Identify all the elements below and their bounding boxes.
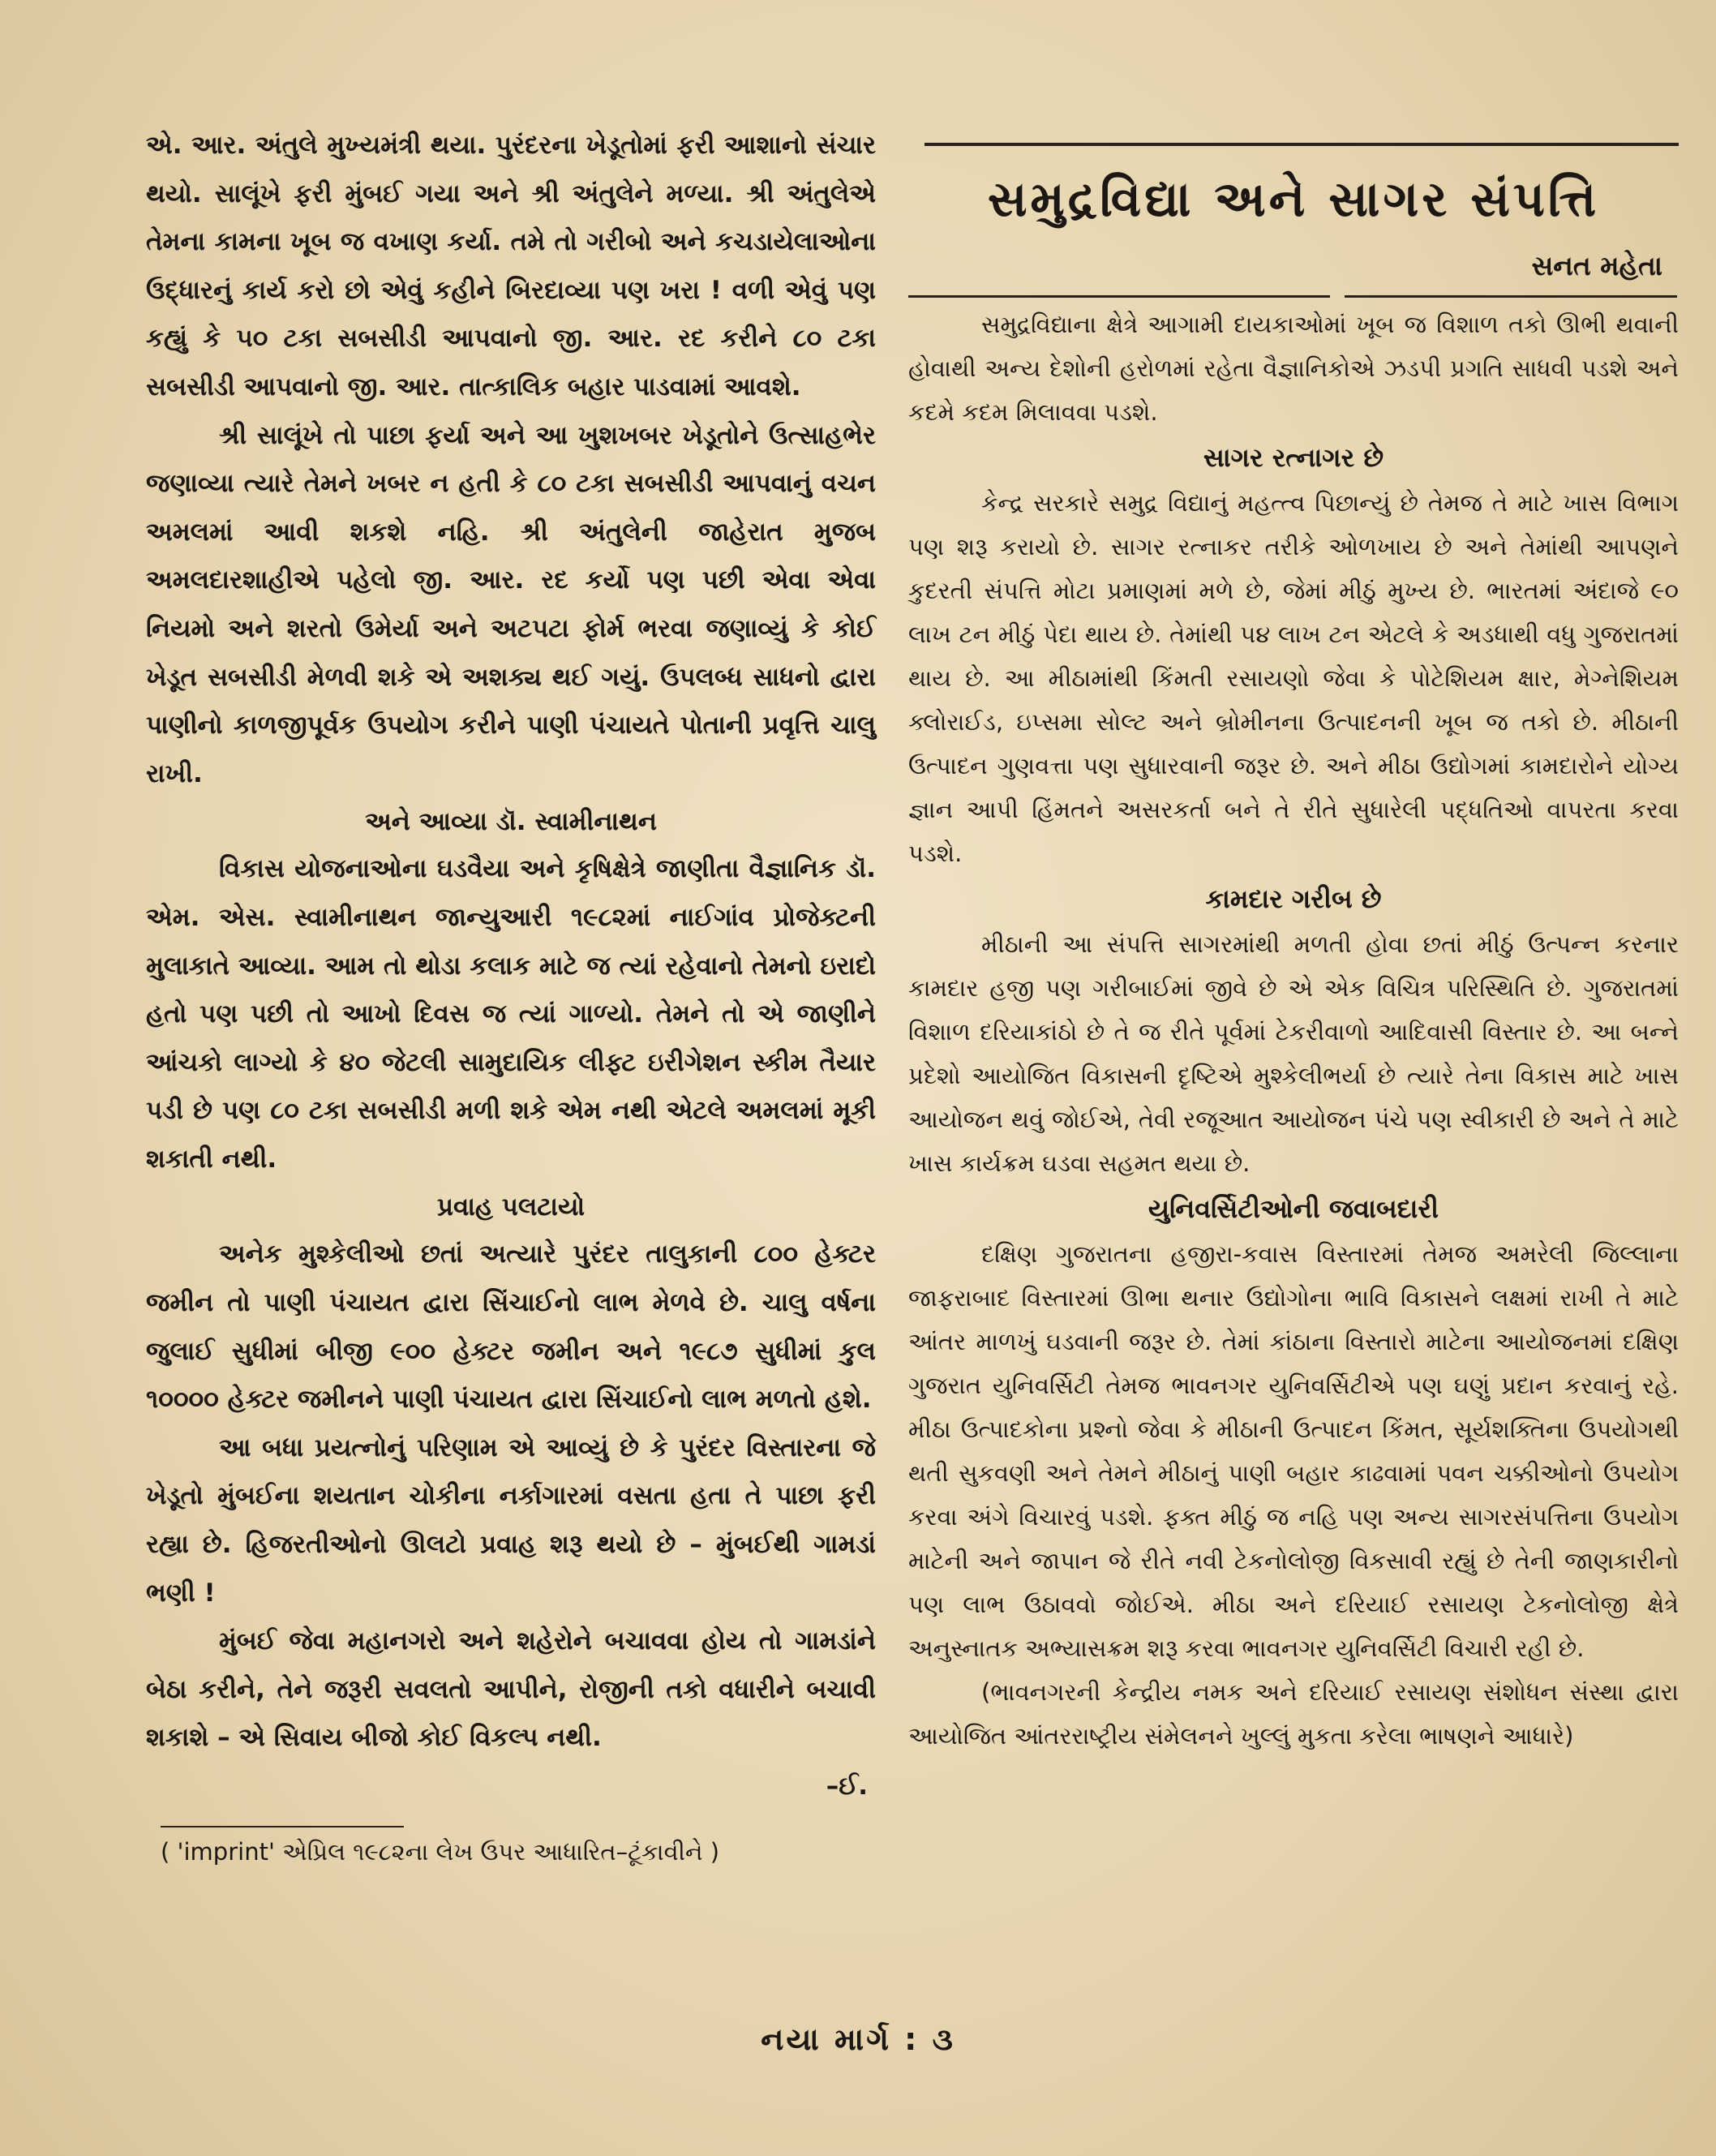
footnote-rule <box>161 1826 404 1827</box>
right-paragraph-3: મીઠાની આ સંપત્તિ સાગરમાંથી મળતી હોવા છતાં મીઠું ઉત્પન્ન કરનાર કામદાર હજી પણ ગરીબાઈમાં જીવે છે એ એક વિચિત્ર પરિસ્થિતિ છે. ગુજરાતમાં વિશાળ દરિયાકાંઠો છે તે જ રીતે પૂર્વમાં ટેકરીવાળો આદિવાસી વિસ્તાર છે. આ બન્ને પ્રદેશો આયોજિત વિકાસની દૃષ્ટિએ મુશ્કેલીભર્યા છે ત્યારે તેના વિકાસ માટે ખાસ આયોજન થવું જોઈએ, તેવી રજૂઆત આયોજન પંચે પણ સ્વીકારી છે અને તે માટે ખાસ કાર્યક્રમ ઘડવા સહમત થયા છે. <box>908 930 1679 1177</box>
left-subheading-2: પ્રવાહ પલટાયો <box>436 1192 586 1222</box>
article-title: સમુદ્રવિદ્યા અને સાગર સંપત્તિ <box>987 171 1600 228</box>
page-number: નયા માર્ગ : ૩ <box>761 2021 955 2057</box>
right-column <box>908 122 1679 1758</box>
right-paragraph-1: સમુદ્રવિદ્યાના ક્ષેત્રે આગામી દાયકાઓમાં ખૂબ જ વિશાળ તકો ઊભી થવાની હોવાથી અન્ય દેશોની હરોળમાં રહેતા વૈજ્ઞાનિકોએ ઝડપી પ્રગતિ સાધવી પડશે અને કદમે કદમ મિલાવવા પડશે. <box>908 311 1679 426</box>
source-note: (ભાવનગરની કેન્દ્રીય નમક અને દરિયાઈ રસાયણ સંશોધન સંસ્થા દ્વારા આયોજિત આંતરરાષ્ટ્રીય સંમેલનને ખુલ્લું મુકતા કરેલા ભાષણને આધારે) <box>908 1678 1679 1750</box>
right-paragraph-2: કેન્દ્ર સરકારે સમુદ્ર વિદ્યાનું મહત્ત્વ પિછાન્યું છે તેમજ તે માટે ખાસ વિભાગ પણ શરૂ કરાયો છે. સાગર રત્નાકર તરીકે ઓળખાય છે અને તેમાંથી આપણને કુદરતી સંપત્તિ મોટા પ્રમાણમાં મળે છે, જેમાં મીઠું મુખ્ય છે. ભારતમાં અંદાજે ૯૦ લાખ ટન મીઠું પેદા થાય છે. તેમાંથી ૫૪ લાખ ટન એટલે કે અડધાથી વધુ ગુજરાતમાં થાય છે. આ મીઠામાંથી કિંમતી રસાયણો જેવા કે પોટેશિયમ ક્ષાર, મેગ્નેશિયમ ક્લોરાઈડ, ઇપ્સમા સોલ્ટ અને બ્રોમીનના ઉત્પાદનની ખૂબ જ તકો છે. મીઠાની ઉત્પાદન ગુણવત્તા પણ સુધારવાની જરૂર છે. અને મીઠા ઉદ્યોગમાં કામદારોને યોગ્ય જ્ઞાન આપી હિંમતને અસરકર્તા બને તે રીતે સુધારેલી પદ્ધતિઓ વાપરતા કરવા પડશે. <box>908 489 1679 867</box>
title-rule <box>924 143 1679 146</box>
left-subheading-1: અને આવ્યા ડૉ. સ્વામીનાથન <box>365 807 657 837</box>
left-paragraph-4: અનેક મુશ્કેલીઓ છતાં અત્યારે પુરંદર તાલુકાની ૮૦૦ હેક્ટર જમીન તો પાણી પંચાયત દ્વારા સિંચાઈનો લાભ મેળવે છે. ચાલુ વર્ષના જુલાઈ સુધીમાં બીજી ૯૦૦ હેક્ટર જમીન અને ૧૯૮૭ સુધીમાં કુલ ૧૦૦૦૦ હેક્ટર જમીનને પાણી પંચાયત દ્વારા સિંચાઈનો લાભ મળતો હશે. <box>146 1239 876 1415</box>
right-subheading-2: કામદાર ગરીબ છે <box>1205 883 1382 914</box>
left-paragraph-1: એ. આર. અંતુલે મુખ્યમંત્રી થયા. પુરંદરના ખેડૂતોમાં ફરી આશાનો સંચાર થયો. સાલૂંખે ફરી મુંબઈ ગયા અને શ્રી અંતુલેને મળ્યા. શ્રી અંતુલેએ તેમના કામના ખૂબ જ વખાણ કર્યા. તમે તો ગરીબો અને કચડાયેલાઓના ઉદ્ધારનું કાર્ય કરો છો એવું કહીને બિરદાવ્યા પણ ખરા ! વળી એવું પણ કહ્યું કે ૫૦ ટકા સબસીડી આપવાનો જી. આર. રદ કરીને ૮૦ ટકા સબસીડી આપવાનો જી. આર. તાત્કાલિક બહાર પાડવામાં આવશે. <box>146 131 876 402</box>
left-column <box>146 122 876 1871</box>
author-rule <box>908 295 1679 298</box>
left-paragraph-6: મુંબઈ જેવા મહાનગરો અને શહેરોને બચાવવા હોય તો ગામડાંને બેઠા કરીને, તેને જરૂરી સવલતો આપીને, રોજીની તકો વધારીને બચાવી શકાશે – એ સિવાય બીજો કોઈ વિકલ્પ નથી. <box>146 1626 876 1753</box>
left-paragraph-5: આ બધા પ્રયત્નોનું પરિણામ એ આવ્યું છે કે પુરંદર વિસ્તારના જે ખેડૂતો મુંબઈના શયતાન ચોકીના નર્કાગારમાં વસતા હતા તે પાછા ફરી રહ્યા છે. હિજરતીઓનો ઊલટો પ્રવાહ શરૂ થયો છે – મુંબઈથી ગામડાં ભણી ! <box>146 1432 876 1608</box>
left-paragraph-3: વિકાસ યોજનાઓના ઘડવૈયા અને કૃષિક્ષેત્રે જાણીતા વૈજ્ઞાનિક ડૉ. એમ. એસ. સ્વામીનાથન જાન્યુઆરી ૧૯૮૨માં નાઈગાંવ પ્રોજેક્ટની મુલાકાતે આવ્યા. આમ તો થોડા કલાક માટે જ ત્યાં રહેવાનો તેમનો ઇરાદો હતો પણ પછી તો આખો દિવસ જ ત્યાં ગાળ્યો. તેમને તો એ જાણીને આંચકો લાગ્યો કે ૪૦ જેટલી સામુદાયિક લીફ્ટ ઇરીગેશન સ્કીમ તૈયાર પડી છે પણ ૮૦ ટકા સબસીડી મળી શકે એમ નથી એટલે અમલમાં મૂકી શકાતી નથી. <box>146 854 876 1174</box>
source-footnote: ( 'imprint' એપ્રિલ ૧૯૮૨ના લેખ ઉપર આધારિત–ટૂંકાવીને ) <box>161 1837 720 1866</box>
right-subheading-3: યુનિવર્સિટીઓની જવાબદારી <box>1148 1193 1439 1224</box>
left-paragraph-2: શ્રી સાલૂંખે તો પાછા ફર્યા અને આ ખુશખબર ખેડૂતોને ઉત્સાહભેર જણાવ્યા ત્યારે તેમને ખબર ન હતી કે ૮૦ ટકા સબસીડી આપવાનું વચન અમલમાં આવી શકશે નહિ. શ્રી અંતુલેની જાહેરાત મુજબ અમલદારશાહીએ પહેલો જી. આર. રદ કર્યો પણ પછી એવા એવા નિયમો અને શરતો ઉમેર્યા અને અટપટા ફોર્મ ભરવા જણાવ્યું કે કોઈ ખેડૂત સબસીડી મેળવી શકે એ અશક્ય થઈ ગયું. ઉપલબ્ધ સાધનો દ્વારા પાણીનો કાળજીપૂર્વક ઉપયોગ કરીને પાણી પંચાયતે પોતાની પ્રવૃત્તિ ચાલુ રાખી. <box>146 420 876 788</box>
right-subheading-1: સાગર રત્નાગર છે <box>1203 442 1384 473</box>
author-initial: –ઈ. <box>826 1772 868 1801</box>
right-paragraph-4: દક્ષિણ ગુજરાતના હજીરા-કવાસ વિસ્તારમાં તેમજ અમરેલી જિલ્લાના જાફરાબાદ વિસ્તારમાં ઊભા થનાર ઉદ્યોગોના ભાવિ વિકાસને લક્ષમાં રાખી તે માટે આંતર માળખું ઘડવાની જરૂર છે. તેમાં કાંઠાના વિસ્તારો માટેના આયોજનમાં દક્ષિણ ગુજરાત યુનિવર્સિટી તેમજ ભાવનગર યુનિવર્સિટીએ પણ ઘણું પ્રદાન કરવાનું રહે. મીઠા ઉત્પાદકોના પ્રશ્નો જેવા કે મીઠાની ઉત્પાદન કિંમત, સૂર્યશક્તિના ઉપયોગથી થતી સુકવણી અને તેમને મીઠાનું પાણી બહાર કાઢવામાં પવન ચક્કીઓનો ઉપયોગ કરવા અંગે વિચારવું પડશે. ફક્ત મીઠું જ નહિ પણ અન્ય સાગરસંપત્તિના ઉપયોગ માટેની અને જાપાન જે રીતે નવી ટેકનોલોજી વિકસાવી રહ્યું છે તેની જાણકારીનો પણ લાભ ઉઠાવવો જોઈએ. મીઠા અને દરિયાઈ રસાયણ ટેકનોલોજી ક્ષેત્રે અનુસ્નાતક અભ્યાસક્રમ શરૂ કરવા ભાવનગર યુનિવર્સિટી વિચારી રહી છે. <box>908 1240 1679 1662</box>
article-author: સનત મહેતા <box>1531 250 1662 281</box>
